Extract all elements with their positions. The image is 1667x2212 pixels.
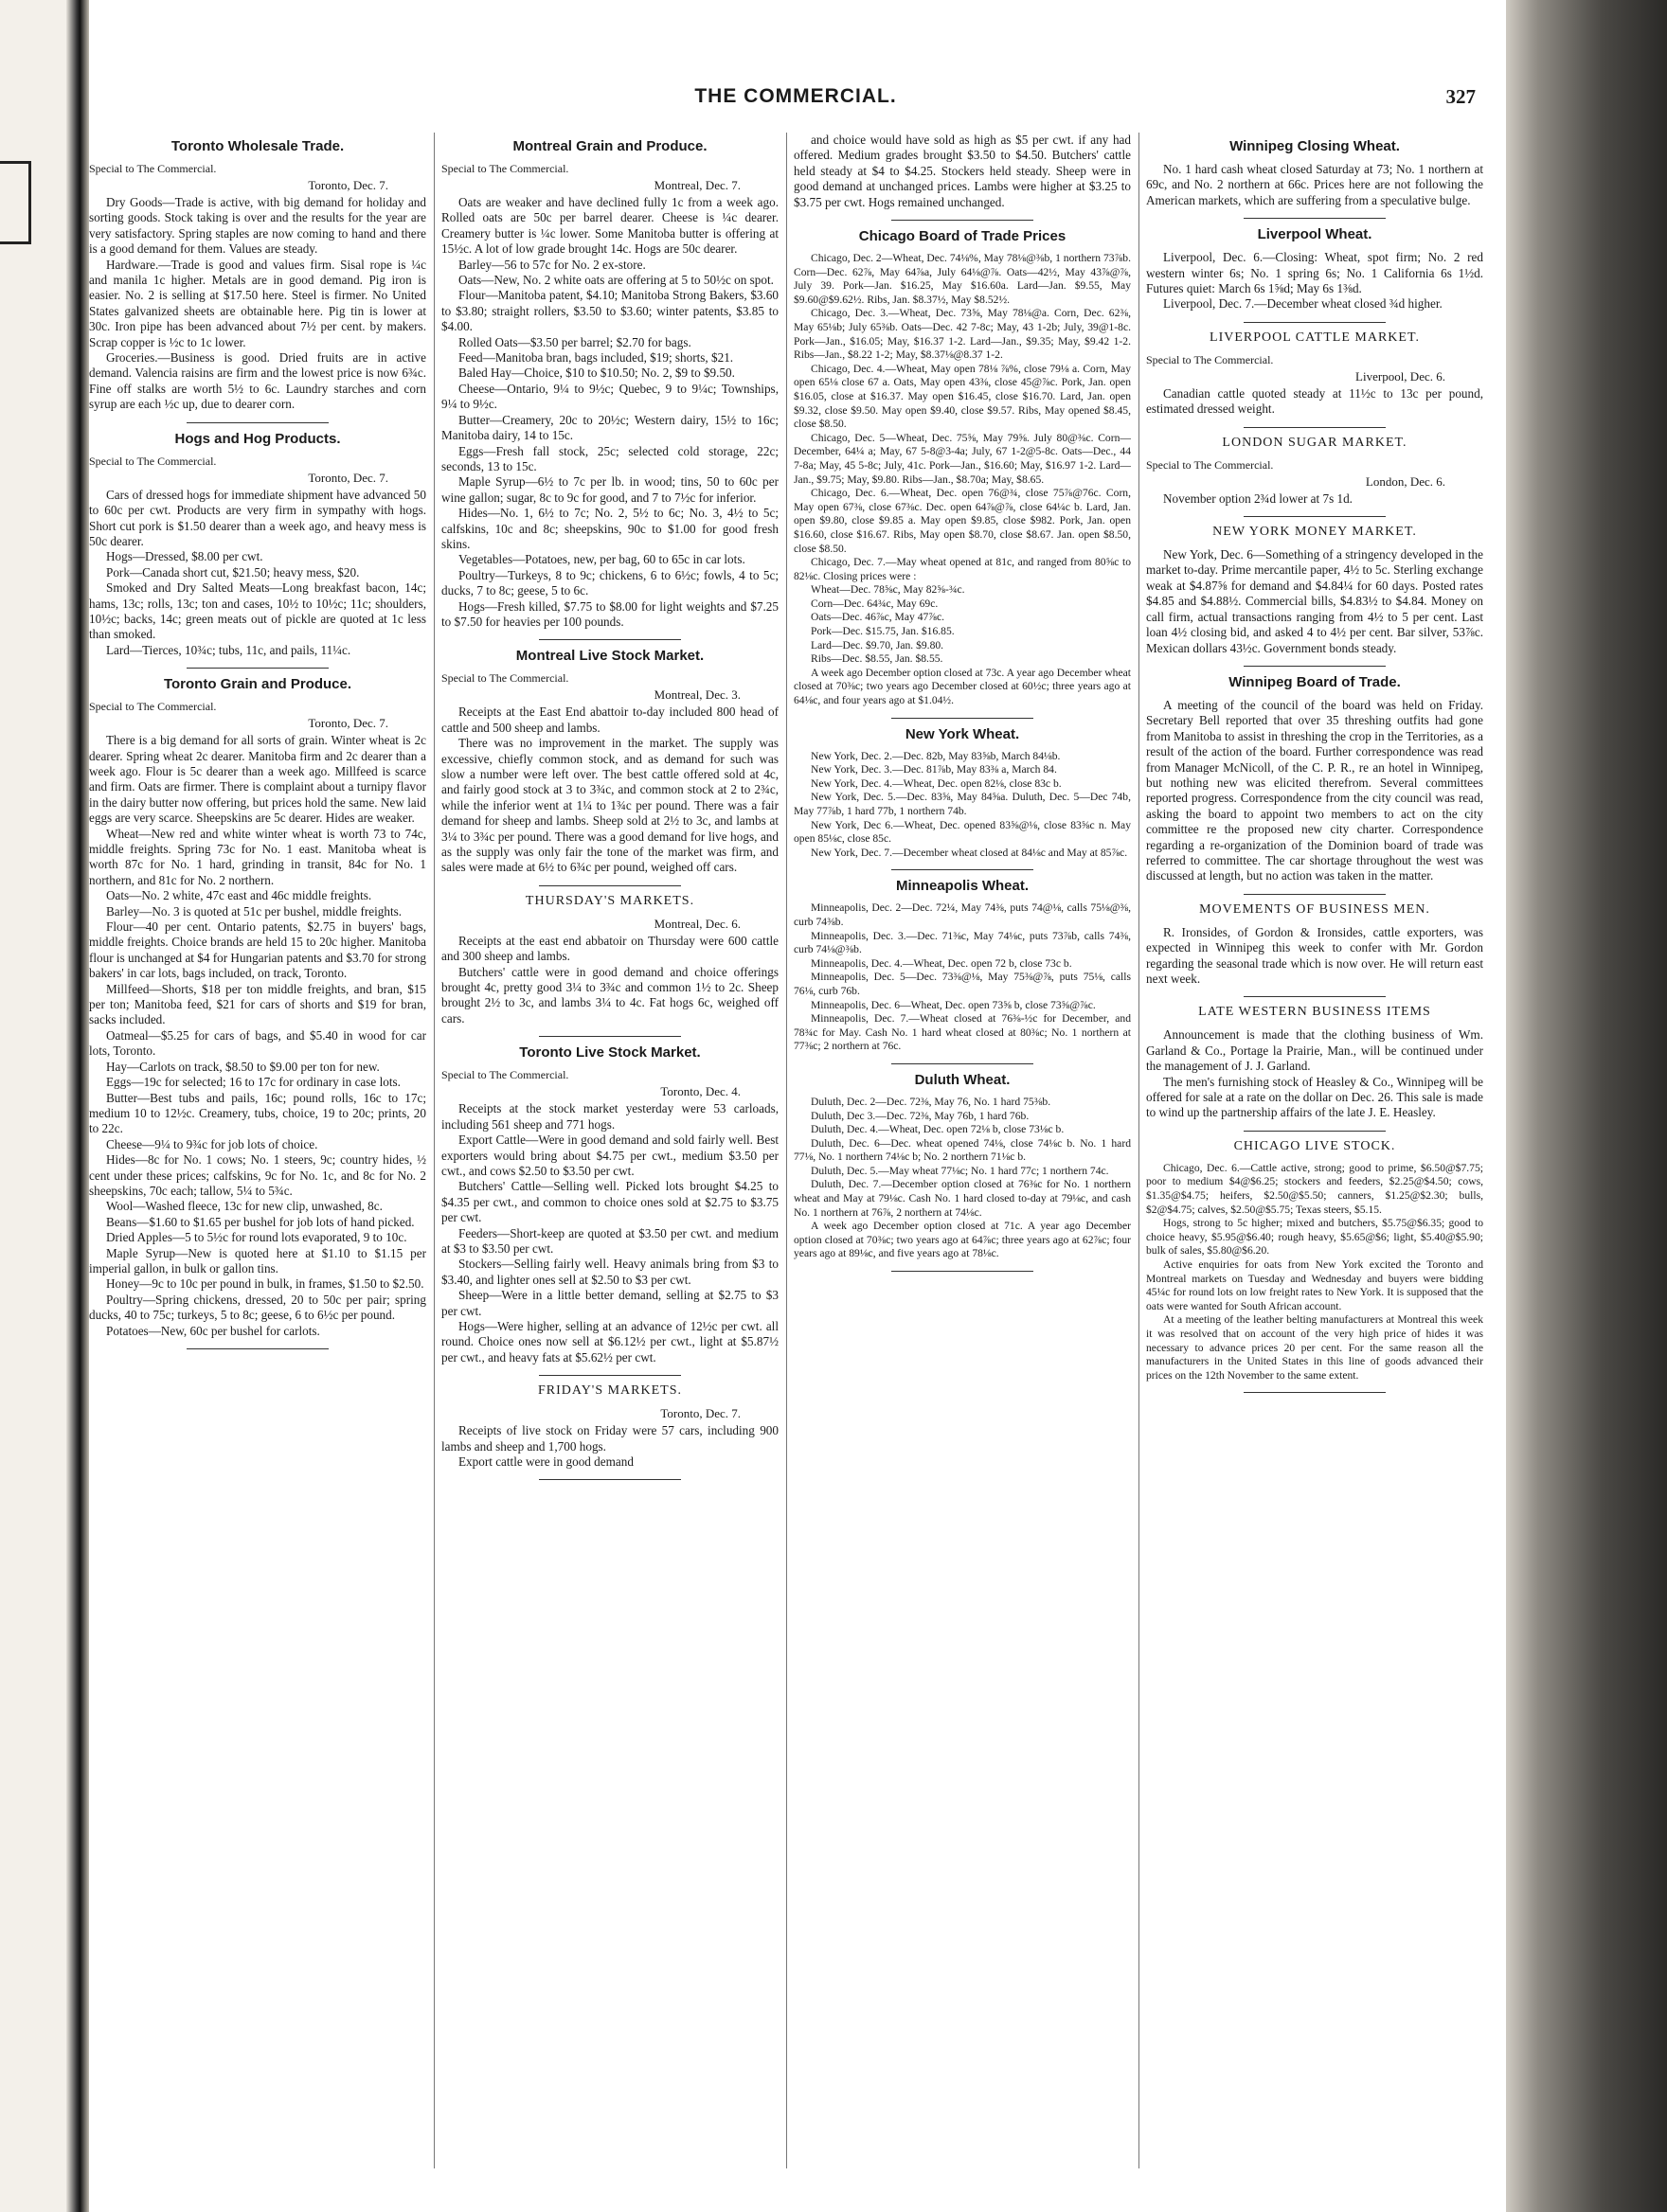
- article: [89, 431, 426, 658]
- article: [794, 133, 1131, 210]
- paragraph: R. Ironsides, of Gordon & Ironsides, cattle exporters, was expected in Winnipeg this week to confer with Mr. Gordon regarding the seasonal trade which is now over. He will return east next week.: [1146, 924, 1483, 986]
- article-kicker: Special to The Commercial.: [441, 671, 569, 686]
- article: [1146, 138, 1483, 208]
- paragraph: A week ago December option closed at 73c. A year ago December wheat closed at 70⅜c; two years ago December closed at 60½c; three years ago at 64⅛c, and four years ago at $1.04½.: [794, 666, 1131, 707]
- paragraph: Beans—$1.60 to $1.65 per bushel for job lots of hand picked.: [106, 1214, 415, 1229]
- article: [441, 648, 779, 875]
- article-headline: CHICAGO LIVE STOCK.: [1233, 1138, 1396, 1153]
- article-dateline: Montreal, Dec. 3.: [654, 687, 741, 703]
- article-separator: [187, 1348, 329, 1349]
- paragraph: Cheese—Ontario, 9¼ to 9½c; Quebec, 9 to 9¼c; Townships, 9¼ to 9½c.: [441, 381, 779, 412]
- article-separator: [1244, 894, 1386, 895]
- paragraph: New York, Dec. 5.—Dec. 83⅝, May 84⅝a. Duluth, Dec. 5—Dec 74b, May 77⅞b, 1 hard 77b, 1 northern 74b.: [794, 791, 1131, 817]
- article: [1146, 436, 1483, 507]
- article: [1146, 525, 1483, 656]
- article-headline: Chicago Board of Trade Prices: [858, 228, 1067, 245]
- paragraph: Smoked and Dry Salted Meats—Long breakfast bacon, 14c; hams, 13c; rolls, 13c; ton and cases, 10½ to 10½c; 11c; shoulders, 10½c; backs, 14c; green meats out of pickle are quoted at 1c less than smoked.: [89, 580, 426, 642]
- article-dateline: London, Dec. 6.: [1365, 473, 1445, 489]
- article: [794, 726, 1131, 861]
- paragraph: Cars of dressed hogs for immediate shipment have advanced 50 to 60c per cwt. Products are very firm in sympathy with hogs. Short cut pork is $1.50 dearer than a week ago, and heavy mess is 50c dearer.: [89, 487, 426, 548]
- paragraph: Minneapolis, Dec. 3.—Dec. 71⅜c, May 74⅛c, puts 73⅞b, calls 74⅜, curb 74⅛@⅜b.: [794, 929, 1131, 956]
- paragraph: Dry Goods—Trade is active, with big demand for holiday and sorting goods. Stock taking is over and the results for the year are very satisfactory. Spring staples are now coming to hand and there is a good demand for them. Values are steady.: [89, 195, 426, 257]
- paragraph: Poultry—Turkeys, 8 to 9c; chickens, 6 to 6½c; fowls, 4 to 5c; ducks, 7 to 8c; geese, 5 to 6c.: [441, 567, 779, 598]
- article-separator: [891, 1271, 1033, 1272]
- paragraph: Vegetables—Potatoes, new, per bag, 60 to 65c in car lots.: [458, 552, 745, 567]
- article-body: [441, 705, 779, 875]
- article-kicker: Special to The Commercial.: [1146, 352, 1274, 366]
- paragraph: Minneapolis, Dec. 6—Wheat, Dec. open 73⅝ b, close 73⅝@⅞c.: [811, 998, 1096, 1011]
- book-gutter: [66, 0, 89, 2212]
- paragraph: There was no improvement in the market. The supply was excessive, chiefly common stock, and as demand for such was slow a number were left over. The best cattle offered sold at 4c, and fairly good stock at 3 to 3¾c, and common stock at 2 to 2¾c, while the inferior went at 1¼ to 1¾c per pound. There was a fair demand for sheep and lambs. Sheep sold at 2½ to 3c, and lambs at 3¼ to 3¾c per pound. There was a good demand for live hogs, and as the supply was only fair the tone of the market was firm, and sales were made at 6½ to 6¾c per pound, weighed off cars.: [441, 736, 779, 875]
- paragraph: Feeders—Short-keep are quoted at $3.50 per cwt. and medium at $3 to $3.50 per cwt.: [441, 1225, 779, 1256]
- paragraph: The men's furnishing stock of Heasley & Co., Winnipeg will be offered for sale at a rate on the dollar on Dec. 26. This sale is made to wind up the partnership affairs of the late J. E. Heasley.: [1146, 1074, 1483, 1120]
- paragraph: Maple Syrup—6½ to 7c per lb. in wood; tins, 50 to 60c per wine gallon; sugar, 8c to 9c for good, and 7 to 7½c for inferior.: [441, 474, 779, 505]
- paragraph: Chicago, Dec. 3.—Wheat, Dec. 73⅝, May 78⅛@a. Corn, Dec. 62⅜, May 65⅛b; July 65⅜b. Oats—Dec. 42 7-8c; May, 43 1-2b; July, 39@1-8c. Pork—Jan., $16.05; May, $16.37 1-2. Lard—Jan., $9.35; May, $9.42 1-2. Ribs—Jan., $8.22 1-2; May, $8.37⅛@8.37 1-2.: [794, 307, 1131, 362]
- paragraph: Dried Apples—5 to 5½c for round lots evaporated, 9 to 10c.: [106, 1230, 407, 1245]
- article-headline: Winnipeg Closing Wheat.: [1229, 138, 1400, 154]
- article-body: [89, 488, 426, 658]
- article-headline: FRIDAY'S MARKETS.: [537, 1383, 683, 1399]
- paragraph: Duluth, Dec. 6—Dec. wheat opened 74⅛, close 74⅛c b. No. 1 hard 77⅛, No. 1 northern 74⅛c b; No. 2 northern 71⅛c b.: [794, 1136, 1131, 1164]
- paragraph: Oats—Dec. 46⅞c, May 47⅞c.: [811, 611, 945, 624]
- paragraph: Minneapolis, Dec. 5—Dec. 73⅜@⅛, May 75⅜@⅞, puts 75⅛, calls 76⅛, curb 76b.: [794, 971, 1131, 997]
- article-separator: [891, 1063, 1033, 1064]
- article-separator: [539, 1479, 681, 1480]
- paragraph: There is a big demand for all sorts of grain. Winter wheat is 2c dearer. Spring wheat 2c dearer. Manitoba firm and 2c dearer than a week ago. Flour is 5c dearer than a week ago. Millfeed is scarce and firm. Oats are firmer. There is complaint about a turnipy flavor in the dairy butter now offering, but prices hold the same. New laid eggs are very scarce. Sheepskins are 5c dearer. Hides are weaker.: [89, 733, 426, 826]
- running-head: [89, 83, 1502, 116]
- paragraph: Stockers—Selling fairly well. Heavy animals bring from $3 to $3.40, and lighter ones sell at $2.50 to $3 per cwt.: [441, 1257, 779, 1287]
- paragraph: Duluth, Dec 3.—Dec. 72⅜, May 76b, 1 hard 76b.: [811, 1109, 1030, 1122]
- article-separator: [539, 1036, 681, 1037]
- article: [1146, 1139, 1483, 1383]
- paragraph: Hogs—Were higher, selling at an advance of 12½c per cwt. all round. Choice ones now sell at $6.12½ per cwt., light at $5.87½ per cwt., and heavy fats at $5.62½ per cwt.: [441, 1318, 779, 1365]
- paragraph: Minneapolis, Dec. 7.—Wheat closed at 76⅜-½c for December, and 78¾c for May. Cash No. 1 hard wheat closed at 80⅜c; No. 1 northern at 77⅜c; 2 northern at 76c.: [794, 1012, 1131, 1053]
- article: [1146, 674, 1483, 884]
- article-headline: New York Wheat.: [905, 725, 1020, 742]
- paragraph: Corn—Dec. 64¾c, May 69c.: [811, 597, 939, 610]
- paragraph: Flour—Manitoba patent, $4.10; Manitoba Strong Bakers, $3.60 to $3.80; straight rollers, $3.50 to $3.60; winter patents, $3.85 to $4.00.: [441, 288, 779, 334]
- article: [1146, 226, 1483, 312]
- article-headline: MOVEMENTS OF BUSINESS MEN.: [1199, 901, 1430, 917]
- article-kicker: Special to The Commercial.: [89, 700, 217, 714]
- article-body: [1146, 925, 1483, 988]
- page-stack-edge: [1506, 0, 1667, 2212]
- article-headline: Montreal Live Stock Market.: [515, 648, 705, 665]
- column-1: [89, 133, 426, 2187]
- paragraph: Wheat—Dec. 78⅝c, May 82⅝-¾c.: [811, 583, 965, 597]
- article: [1146, 1005, 1483, 1120]
- paragraph: Chicago, Dec. 5—Wheat, Dec. 75⅝, May 79⅝. July 80@⅜c. Corn—December, 64¼ a; May, 67 5-8@3-4a; July, 67 1-2@5-8c. Oats—Dec., 44 7-8a; May, 45 5-8c; July, 41c. Pork—Jan., $16.60; May, $16.97 1-2. Lard—Jan., $9.75; May, $9.80. Ribs—Jan., $8.70a; May, $8.65.: [794, 431, 1131, 486]
- article-separator: [187, 668, 329, 669]
- article-body: [1146, 162, 1483, 208]
- article-body: [1146, 698, 1483, 884]
- article-separator: [891, 869, 1033, 870]
- article-kicker: Special to The Commercial.: [441, 162, 569, 175]
- article-headline: Minneapolis Wheat.: [895, 878, 1029, 895]
- paragraph: New York, Dec. 2.—Dec. 82b, May 83⅝b, March 84⅛b.: [811, 749, 1061, 762]
- paragraph: Receipts at the stock market yesterday were 53 carloads, including 561 sheep and 771 hogs.: [441, 1101, 779, 1132]
- article-headline: LATE WESTERN BUSINESS ITEMS: [1198, 1005, 1431, 1020]
- paragraph: Oats—New, No. 2 white oats are offering at 5 to 50½c on spot.: [458, 273, 774, 288]
- article-headline: Toronto Grain and Produce.: [163, 676, 352, 693]
- column-rule: [434, 133, 435, 2168]
- paragraph: Minneapolis, Dec. 4.—Wheat, Dec. open 72 b, close 73c b.: [811, 956, 1072, 970]
- article-body: [794, 901, 1131, 1054]
- paragraph: Chicago, Dec. 2—Wheat, Dec. 74⅛%, May 78⅛@⅜b, 1 northern 73⅞b. Corn—Dec. 62⅞, May 64⅞a, July 64⅛@⅞. Oats—42½, May 43⅞@⅞, July 39. Pork—Jan. $16.25, May $16.60a. Lard—Jan. $9.55, May $9.60@$9.62½. Ribs, Jan. $8.37½, May $8.52½.: [794, 252, 1131, 306]
- paragraph: A meeting of the council of the board was held on Friday. Secretary Bell reported that over 35 threshing outfits had gone from Manitoba to assist in threshing the crop in the Territories, as a result of the action of the board. Further correspondence was read from Manager McNicoll, of the C. P. R., re an hotel in Winnipeg, but nothing new was elicited therefrom. Several committees reported progress. Correspondence from the city council was read, asking the board to appoint two members to act on the city committee re the proposed new city charter. Correspondence regarding a re-organization of the Dominion board of trade was referred to committee. The car shortage throughout the west was discussed at length, but no action was taken in the matter.: [1146, 697, 1483, 883]
- paragraph: A week ago December option closed at 71c. A year ago December option closed at 70⅜c; two years ago at 64⅞c; three years ago at 62⅞c; four years ago at 89⅛c, and five years ago at 78⅛c.: [794, 1220, 1131, 1260]
- article: [794, 878, 1131, 1054]
- article-body: [1146, 491, 1483, 507]
- paragraph: No. 1 hard cash wheat closed Saturday at 73; No. 1 northern at 69c, and No. 2 northern at 66c. Prices here are not following the American markets, which are suffering from a speculative bulge.: [1146, 162, 1483, 207]
- paragraph: Eggs—19c for selected; 16 to 17c for ordinary in case lots.: [106, 1075, 401, 1090]
- paragraph: Feed—Manitoba bran, bags included, $19; shorts, $21.: [458, 350, 734, 366]
- article: [441, 138, 779, 630]
- paragraph: Oats are weaker and have declined fully 1c from a week ago. Rolled oats are 50c per barrel dearer. Cheese is ¼c dearer. Creamery butter is ¼c lower. Some Manitoba butter is offering at 15½c. A lot of low grade brought 14c. Hogs are 50c dearer.: [441, 195, 779, 257]
- article-dateline: Toronto, Dec. 7.: [308, 178, 388, 192]
- paragraph: Barley—56 to 57c for No. 2 ex-store.: [458, 257, 646, 272]
- margin-bracket: [0, 161, 31, 244]
- column-rule: [786, 133, 787, 2168]
- article-dateline: Toronto, Dec. 7.: [308, 716, 388, 731]
- paragraph: Hay—Carlots on track, $8.50 to $9.00 per ton for new.: [106, 1059, 380, 1074]
- article-headline: Toronto Live Stock Market.: [519, 1044, 701, 1061]
- article-headline: Duluth Wheat.: [914, 1071, 1011, 1088]
- article-dateline: Montreal, Dec. 6.: [654, 916, 741, 931]
- paragraph: Barley—No. 3 is quoted at 51c per bushel, middle freights.: [106, 903, 403, 919]
- paragraph: Lard—Dec. $9.70, Jan. $9.80.: [811, 638, 944, 651]
- paragraph: New York, Dec 6.—Wheat, Dec. opened 83⅝@⅛, close 83⅝c n. May open 85⅛c, close 85c.: [794, 818, 1131, 846]
- paragraph: Export cattle were in good demand: [458, 1454, 634, 1469]
- masthead: THE COMMERCIAL.: [694, 85, 897, 107]
- article-body: [794, 133, 1131, 210]
- paragraph: Potatoes—New, 60c per bushel for carlots.: [106, 1323, 320, 1338]
- paragraph: Hogs—Fresh killed, $7.75 to $8.00 for light weights and $7.25 to $7.50 for heavies per 100 pounds.: [441, 598, 779, 629]
- article-headline: THURSDAY'S MARKETS.: [525, 893, 695, 908]
- article-separator: [539, 639, 681, 640]
- paragraph: Duluth, Dec. 2—Dec. 72⅜, May 76, No. 1 hard 75⅜b.: [811, 1095, 1051, 1108]
- article: [794, 228, 1131, 708]
- article: [441, 1044, 779, 1365]
- article-headline: LIVERPOOL CATTLE MARKET.: [1210, 330, 1420, 345]
- paragraph: New York, Dec. 4.—Wheat, Dec. open 82⅛, close 83c b.: [811, 776, 1062, 790]
- article: [89, 676, 426, 1339]
- paragraph: Hogs, strong to 5c higher; mixed and butchers, $5.75@$6.35; good to choice heavy, $5.95@$6.40; rough heavy, $5.65@$6; light, $5.40@$5.90; bulk of sales, $5.80@$6.20.: [1146, 1217, 1483, 1258]
- paragraph: Hides—No. 1, 6½ to 7c; No. 2, 5½ to 6c; No. 3, 4½ to 5c; calfskins, 10c and 8c; sheepskins, 90c to $1.00 for good fresh skins.: [441, 506, 779, 551]
- paragraph: November option 2¾d lower at 7s 1d.: [1163, 491, 1353, 506]
- paragraph: Liverpool, Dec. 6.—Closing: Wheat, spot firm; No. 2 red western winter 6s; No. 1 spring 6s; No. 1 California 6s 1½d. Futures quiet: March 6s 1⅝d; May 6s 1⅜d.: [1146, 250, 1483, 296]
- article-body: [1146, 1162, 1483, 1383]
- paragraph: Liverpool, Dec. 7.—December wheat closed ¾d higher.: [1163, 296, 1443, 312]
- paragraph: Cheese—9¼ to 9¾c for job lots of choice.: [106, 1136, 318, 1151]
- article: [441, 1383, 779, 1470]
- column-3: [794, 133, 1131, 2187]
- article-body: [794, 1096, 1131, 1261]
- column-4: [1146, 133, 1483, 2187]
- article-body: [441, 195, 779, 630]
- article-kicker: Special to The Commercial.: [89, 162, 217, 175]
- article-dateline: Toronto, Dec. 4.: [660, 1084, 741, 1099]
- article: [89, 138, 426, 413]
- paragraph: Chicago, Dec. 4.—Wheat, May open 78⅛ ⅞%, close 79⅛ a. Corn, May open 65⅛ close 67 a. Oats, May open 43⅜, close 45@⅞c. Pork, Jan. open $16.05, close at $16.37. May open $16.45, close $16.70. Lard, Jan. open $9.32, close $9.50. May open $9.40, close $9.57. Ribs, May opened $8.45, close $8.50.: [794, 362, 1131, 431]
- paragraph: Chicago, Dec. 6.—Wheat, Dec. open 76@¾, close 75⅞@76c. Corn, May open 67⅜, close 67⅜c. Dec. open 64⅞@⅞, close 64¼c b. Lard, Jan. open $9.80, close $9.85 a. May open $9.85, close $982. Pork, Jan. open $16.60, close $16.67. Ribs, May open $8.70, close $8.67. Jan. open $8.50, close $8.50.: [794, 487, 1131, 555]
- article-dateline: Montreal, Dec. 7.: [654, 178, 741, 192]
- article-headline: Toronto Wholesale Trade.: [170, 138, 345, 154]
- article-kicker: Special to The Commercial.: [89, 454, 217, 468]
- paragraph: Maple Syrup—New is quoted here at $1.10 to $1.15 per imperial gallon, in bulk or gallon tins.: [89, 1245, 426, 1275]
- article-separator: [891, 220, 1033, 221]
- paragraph: Hogs—Dressed, $8.00 per cwt.: [106, 549, 263, 564]
- paragraph: and choice would have sold as high as $5 per cwt. if any had offered. Medium grades brought $3.50 to $4.50. Butchers' cattle held steady at $4 to $4.25. Stockers held steady. Sheep were in good demand at unchanged prices. Lambs were higher at $3.25 to $3.75 per cwt. Hogs remained unchanged.: [794, 133, 1131, 209]
- article-kicker: Special to The Commercial.: [441, 1068, 569, 1082]
- article-body: [794, 750, 1131, 861]
- paragraph: Wheat—New red and white winter wheat is worth 73 to 74c, middle freights. Spring 73c for No. 1 east. Manitoba wheat is worth 87c for No. 1 hard, grinding in transit, 84c for No. 1 northern, and 81c for No. 2 northern.: [89, 826, 426, 887]
- article-body: [89, 195, 426, 413]
- article-separator: [1244, 322, 1386, 323]
- paragraph: Sheep—Were in a little better demand, selling at $2.75 to $3 per cwt.: [441, 1288, 779, 1318]
- article-separator: [891, 718, 1033, 719]
- paragraph: Duluth, Dec. 7.—December option closed at 76⅜c for No. 1 northern wheat and May at 79⅛c. Cash No. 1 hard closed to-day at 79⅛c, and cash No. 1 northern at 76⅞, 2 northern at 74⅛c.: [794, 1178, 1131, 1219]
- paragraph: Butter—Creamery, 20c to 20½c; Western dairy, 15½ to 16c; Manitoba dairy, 14 to 15c.: [441, 412, 779, 443]
- paragraph: Rolled Oats—$3.50 per barrel; $2.70 for bags.: [458, 334, 691, 349]
- article-body: [89, 733, 426, 1339]
- article-separator: [539, 1375, 681, 1376]
- paragraph: Export Cattle—Were in good demand and sold fairly well. Best exporters would bring about $4.75 per cwt., medium $3.50 per cwt., and cows $2.50 to $3.50 per cwt.: [441, 1133, 779, 1178]
- previous-page-edge: [0, 0, 74, 2212]
- article-separator: [1244, 427, 1386, 428]
- article-separator: [1244, 516, 1386, 517]
- article-separator: [1244, 666, 1386, 667]
- column-2: [441, 133, 779, 2187]
- article-separator: [539, 885, 681, 886]
- article: [1146, 330, 1483, 418]
- paragraph: Flour—40 per cent. Ontario patents, $2.75 in buyers' bags, middle freights. Choice brands are held 15 to 20c higher. Manitoba flour is unchanged at $4 for Hungarian patents and $3.70 for strong bakers' in car lots, bags included, on track, Toronto.: [89, 919, 426, 981]
- paragraph: Baled Hay—Choice, $10 to $10.50; No. 2, $9 to $9.50.: [458, 366, 735, 381]
- paragraph: Wool—Washed fleece, 13c for new clip, unwashed, 8c.: [106, 1199, 383, 1214]
- paragraph: Active enquiries for oats from New York excited the Toronto and Montreal markets on Tuesday and Wednesday and buyers were bidding 45¼c for round lots on low freight rates to New York. It is supposed that the oats were wanted for South African account.: [1146, 1258, 1483, 1312]
- article-body: [794, 252, 1131, 708]
- article-headline: Liverpool Wheat.: [1257, 226, 1372, 243]
- article-kicker: Special to The Commercial.: [1146, 457, 1274, 472]
- article-separator: [187, 422, 329, 423]
- paragraph: Receipts at the East End abattoir to-day included 800 head of cattle and 500 sheep and lambs.: [441, 705, 779, 735]
- paragraph: Millfeed—Shorts, $18 per ton middle freights, and bran, $15 per ton; Manitoba feed, $21 for cars of shorts and $19 for bran, sacks included.: [89, 981, 426, 1027]
- paragraph: Minneapolis, Dec. 2—Dec. 72¼, May 74⅜, puts 74@⅛, calls 75⅛@⅜, curb 74⅜b.: [794, 901, 1131, 928]
- paragraph: Ribs—Dec. $8.55, Jan. $8.55.: [811, 652, 943, 666]
- paragraph: New York, Dec. 3.—Dec. 81⅞b, May 83⅜ a, March 84.: [811, 763, 1057, 776]
- paragraph: Butter—Best tubs and pails, 16c; pound rolls, 16c to 17c; medium 10 to 12½c. Creamery, tubs, choice, 19 to 20c; prints, 20 to 22c.: [89, 1090, 426, 1136]
- paragraph: Duluth, Dec. 4.—Wheat, Dec. open 72⅛ b, close 73⅛c b.: [811, 1123, 1065, 1136]
- article-body: [1146, 386, 1483, 418]
- article-headline: LONDON SUGAR MARKET.: [1222, 435, 1407, 450]
- article: [441, 894, 779, 1026]
- article-body: [1146, 1027, 1483, 1120]
- paragraph: Announcement is made that the clothing business of Wm. Garland & Co., Portage la Prairie, Man., will be continued under the management of J. J. Garland.: [1146, 1027, 1483, 1074]
- paragraph: New York, Dec. 6—Something of a stringency developed in the market to-day. Prime mercantile paper, 4½ to 5c. Sterling exchange weak at $4.87⅝ for demand and $4.84¼ for 60 days. Posted rates $4.85 and $4.88½. Commercial bills, $4.83½ to $4.84. Money on call firm, actual transactions ranging from 4½ to 5 per cent. Last loan 4½ closing bid, and asked 4 to 4½ per cent. Bar silver, 53⅞c. Mexican dollars 43½c. Government bonds steady.: [1146, 547, 1483, 655]
- paragraph: Duluth, Dec. 5.—May wheat 77⅛c; No. 1 hard 77c; 1 northern 74c.: [811, 1164, 1109, 1177]
- paragraph: Oats—No. 2 white, 47c east and 46c middle freights.: [106, 888, 372, 903]
- paragraph: Groceries.—Business is good. Dried fruits are in active demand. Valencia raisins are firm and the lowest price is now 6¾c. Fine off stalks are worth 5½ to 6c. Laundry starches and corn syrup are each ½c up, due to dearer corn.: [89, 350, 426, 412]
- paragraph: Chicago, Dec. 7.—May wheat opened at 81c, and ranged from 80⅝c to 82⅛c. Closing prices were :: [794, 556, 1131, 582]
- paragraph: Receipts at the east end abbatoir on Thursday were 600 cattle and 300 sheep and lambs.: [441, 933, 779, 964]
- paragraph: New York, Dec. 7.—December wheat closed at 84⅛c and May at 85⅞c.: [811, 846, 1128, 859]
- article-headline: Hogs and Hog Products.: [174, 430, 341, 447]
- article-separator: [1244, 996, 1386, 997]
- article-dateline: Liverpool, Dec. 6.: [1355, 368, 1445, 384]
- article-body: [441, 934, 779, 1026]
- page-number: 327: [1445, 85, 1476, 108]
- article-headline: Montreal Grain and Produce.: [512, 138, 708, 154]
- paragraph: Butchers' Cattle—Selling well. Picked lots brought $4.25 to $4.35 per cwt., and common to choice ones sold at $2.75 to $3.75 per cwt.: [441, 1179, 779, 1225]
- article-separator: [1244, 1392, 1386, 1393]
- paragraph: Eggs—Fresh fall stock, 25c; selected cold storage, 22c; seconds, 13 to 15c.: [441, 443, 779, 473]
- article-headline: Winnipeg Board of Trade.: [1228, 673, 1401, 690]
- article: [794, 1072, 1131, 1261]
- paragraph: Pork—Canada short cut, $21.50; heavy mess, $20.: [106, 564, 360, 580]
- article-separator: [1244, 218, 1386, 219]
- article-headline: NEW YORK MONEY MARKET.: [1212, 525, 1417, 540]
- paragraph: Canadian cattle quoted steady at 11½c to 13c per pound, estimated dressed weight.: [1146, 385, 1483, 417]
- article-body: [1146, 250, 1483, 312]
- column-rule: [1138, 133, 1139, 2168]
- article-body: [1146, 547, 1483, 656]
- paragraph: Oatmeal—$5.25 for cars of bags, and $5.40 in wood for car lots, Toronto.: [89, 1027, 426, 1059]
- article-body: [441, 1423, 779, 1470]
- article-dateline: Toronto, Dec. 7.: [308, 470, 388, 485]
- paragraph: Chicago, Dec. 6.—Cattle active, strong; good to prime, $6.50@$7.75; poor to medium $4@$6.25; stockers and feeders, $2.25@$4.50; cows, $1.35@$4.75; heifers, $2.50@$5.50; canners, $1.25@$2.30; bulls, $2@$4.75; calves, $2.50@$5.75; Texas steers, $5.15.: [1146, 1161, 1483, 1216]
- paragraph: Hardware.—Trade is good and values firm. Sisal rope is ¼c and manila 1c higher. Metals are in good demand. Pig iron is easier. No. 2 is selling at $17.50 here. Steel is firmer. No United States galvanized sheets are obtainable here. Pig tin is lower at 30c. Iron pipe has been advanced about 7½ per cent. by makers. Scrap copper is ½c to 1c lower.: [89, 257, 426, 349]
- paragraph: Hides—8c for No. 1 cows; No. 1 steers, 9c; country hides, ½ cent under these prices; calfskins, 9c for No. 1c, and 8c for No. 2 sheepskins, 70c each; tallow, 5¼ to 5¾c.: [89, 1152, 426, 1198]
- paragraph: Lard—Tierces, 10¾c; tubs, 11c, and pails, 11¼c.: [106, 642, 351, 657]
- paragraph: At a meeting of the leather belting manufacturers at Montreal this week it was resolved that on account of the very high price of hides it was necessary to advance prices 20 per cent. For the same reason all the manufacturers in the United States in this line of goods advanced their prices on the 12th November to the same extent.: [1146, 1313, 1483, 1382]
- article-separator: [1244, 1131, 1386, 1132]
- paragraph: Pork—Dec. $15.75, Jan. $16.85.: [811, 625, 955, 638]
- newspaper-page: [89, 83, 1502, 2195]
- paragraph: Honey—9c to 10c per pound in bulk, in frames, $1.50 to $2.50.: [106, 1276, 424, 1292]
- article: [1146, 902, 1483, 988]
- paragraph: Butchers' cattle were in good demand and choice offerings brought 4c, pretty good 3¼ to 3¾c and common 1½ to 2c. Sheep brought 2½ to 3c, and lambs 3¼ to 4c. Fat hogs 6c, weighed off cars.: [441, 964, 779, 1026]
- article-body: [441, 1101, 779, 1365]
- article-dateline: Toronto, Dec. 7.: [660, 1406, 741, 1421]
- paragraph: Receipts of live stock on Friday were 57 cars, including 900 lambs and sheep and 1,700 hogs.: [441, 1423, 779, 1454]
- paragraph: Poultry—Spring chickens, dressed, 20 to 50c per pair; spring ducks, 40 to 75c; turkeys, 5 to 8c; geese, 6 to 6½c per pound.: [89, 1292, 426, 1323]
